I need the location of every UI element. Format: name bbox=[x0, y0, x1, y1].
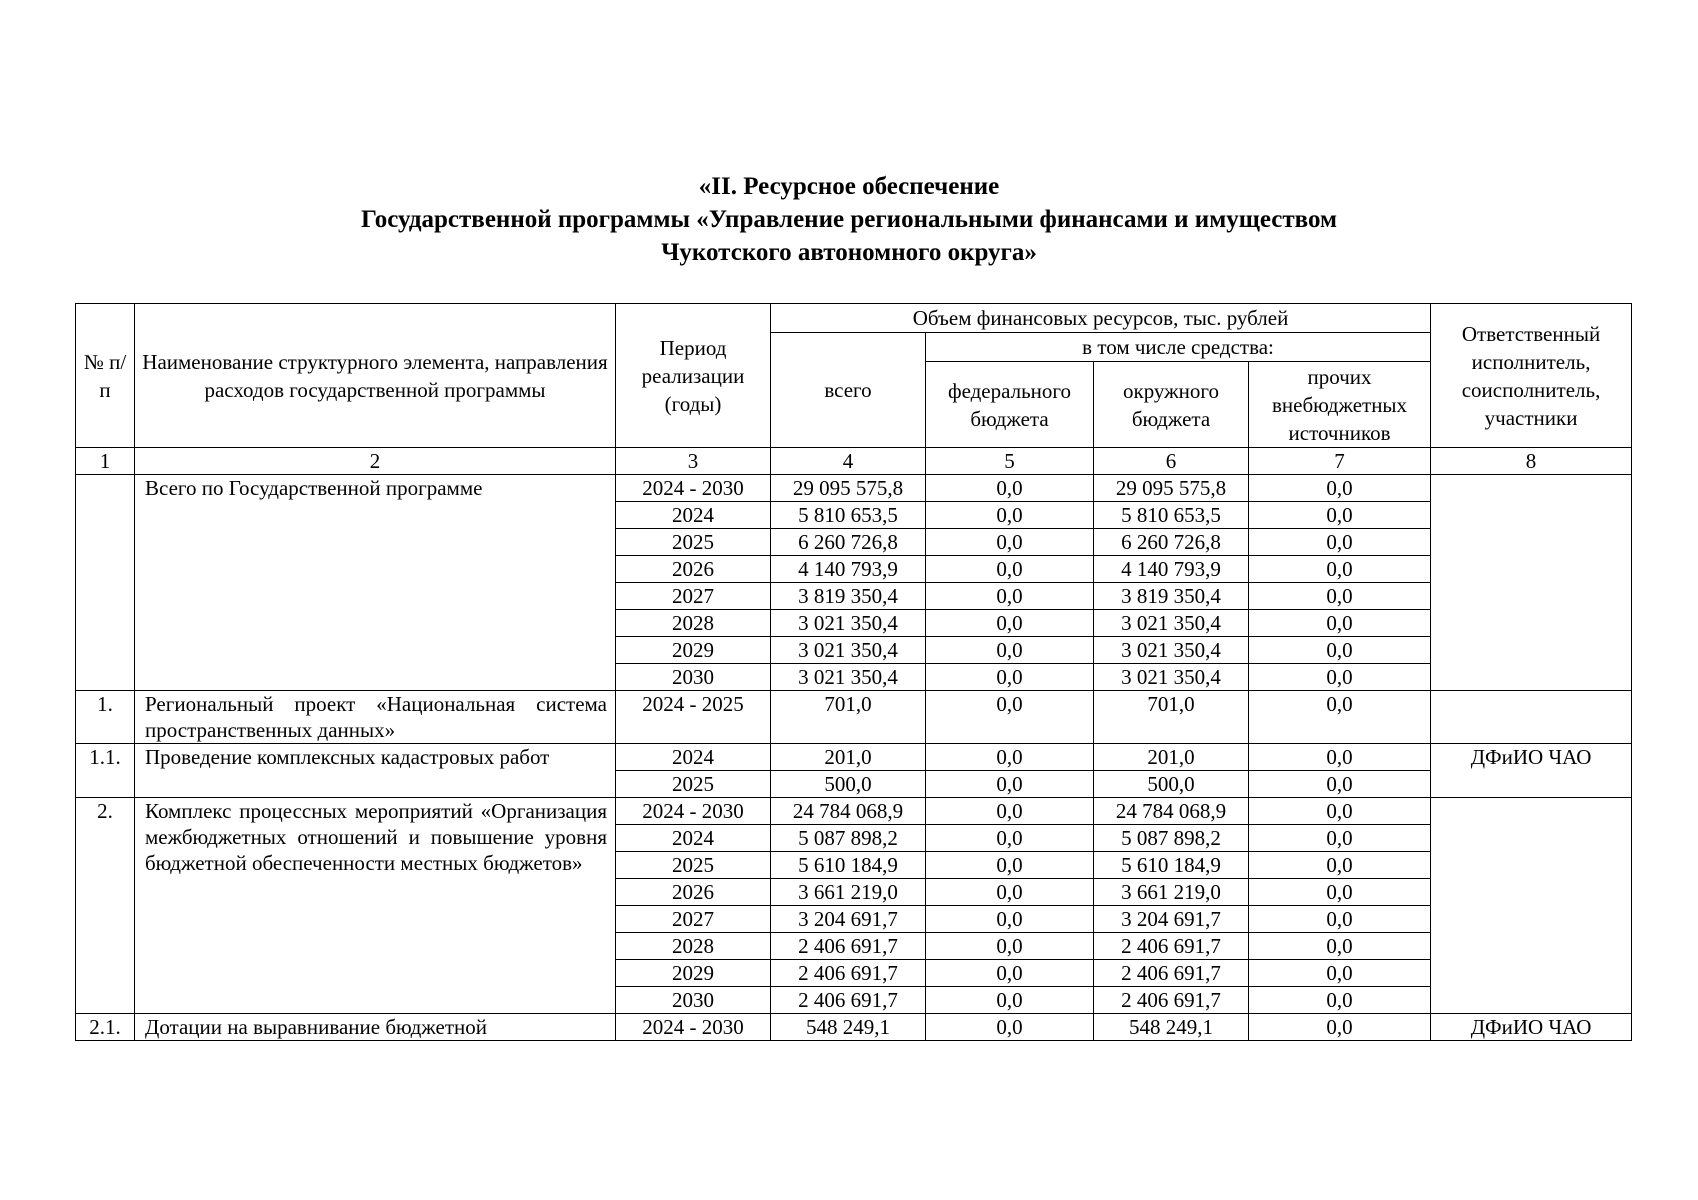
responsible-cell bbox=[1431, 475, 1632, 691]
period-cell: 2025 bbox=[616, 529, 771, 556]
other-cell: 0,0 bbox=[1249, 825, 1431, 852]
total-cell: 3 021 350,4 bbox=[771, 610, 926, 637]
district-cell: 24 784 068,9 bbox=[1094, 798, 1249, 825]
period-cell: 2024 bbox=[616, 744, 771, 771]
federal-cell: 0,0 bbox=[926, 475, 1094, 502]
total-cell: 29 095 575,8 bbox=[771, 475, 926, 502]
header-federal: федерального бюджета bbox=[926, 362, 1094, 448]
total-cell: 3 661 219,0 bbox=[771, 879, 926, 906]
row-number: 2. bbox=[76, 798, 135, 1014]
district-cell: 2 406 691,7 bbox=[1094, 933, 1249, 960]
column-index: 3 bbox=[616, 448, 771, 475]
period-cell: 2025 bbox=[616, 852, 771, 879]
header-total: всего bbox=[771, 333, 926, 448]
header-num: № п/п bbox=[76, 304, 135, 448]
title-line-2: Государственной программы «Управление региональными финансами и имуществом bbox=[360, 206, 1337, 233]
period-cell: 2027 bbox=[616, 583, 771, 610]
district-cell: 29 095 575,8 bbox=[1094, 475, 1249, 502]
header-other: прочих внебюджетных источников bbox=[1249, 362, 1431, 448]
row-name: Региональный проект «Национальная система пространственных данных» bbox=[135, 691, 616, 744]
period-cell: 2028 bbox=[616, 610, 771, 637]
other-cell: 0,0 bbox=[1249, 556, 1431, 583]
responsible-cell bbox=[1431, 691, 1632, 744]
federal-cell: 0,0 bbox=[926, 664, 1094, 691]
period-cell: 2029 bbox=[616, 960, 771, 987]
total-cell: 201,0 bbox=[771, 744, 926, 771]
period-cell: 2027 bbox=[616, 906, 771, 933]
total-cell: 3 204 691,7 bbox=[771, 906, 926, 933]
page-title bbox=[0, 170, 1698, 269]
other-cell: 0,0 bbox=[1249, 852, 1431, 879]
federal-cell: 0,0 bbox=[926, 1014, 1094, 1041]
other-cell: 0,0 bbox=[1249, 771, 1431, 798]
federal-cell: 0,0 bbox=[926, 637, 1094, 664]
federal-cell: 0,0 bbox=[926, 691, 1094, 744]
federal-cell: 0,0 bbox=[926, 529, 1094, 556]
row-number: 1. bbox=[76, 691, 135, 744]
other-cell: 0,0 bbox=[1249, 610, 1431, 637]
district-cell: 3 661 219,0 bbox=[1094, 879, 1249, 906]
resource-table bbox=[75, 303, 1632, 1041]
column-index: 4 bbox=[771, 448, 926, 475]
federal-cell: 0,0 bbox=[926, 825, 1094, 852]
row-number: 1.1. bbox=[76, 744, 135, 798]
other-cell: 0,0 bbox=[1249, 475, 1431, 502]
federal-cell: 0,0 bbox=[926, 933, 1094, 960]
district-cell: 5 087 898,2 bbox=[1094, 825, 1249, 852]
total-cell: 24 784 068,9 bbox=[771, 798, 926, 825]
district-cell: 3 819 350,4 bbox=[1094, 583, 1249, 610]
federal-cell: 0,0 bbox=[926, 502, 1094, 529]
table-row bbox=[76, 798, 1632, 825]
period-cell: 2024 bbox=[616, 825, 771, 852]
district-cell: 4 140 793,9 bbox=[1094, 556, 1249, 583]
header-period: Период реализации (годы) bbox=[616, 304, 771, 448]
total-cell: 6 260 726,8 bbox=[771, 529, 926, 556]
federal-cell: 0,0 bbox=[926, 879, 1094, 906]
header-district: окружного бюджета bbox=[1094, 362, 1249, 448]
federal-cell: 0,0 bbox=[926, 798, 1094, 825]
other-cell: 0,0 bbox=[1249, 933, 1431, 960]
other-cell: 0,0 bbox=[1249, 502, 1431, 529]
period-cell: 2030 bbox=[616, 664, 771, 691]
row-name: Дотации на выравнивание бюджетной bbox=[135, 1014, 616, 1041]
district-cell: 5 610 184,9 bbox=[1094, 852, 1249, 879]
federal-cell: 0,0 bbox=[926, 852, 1094, 879]
period-cell: 2024 - 2030 bbox=[616, 1014, 771, 1041]
other-cell: 0,0 bbox=[1249, 691, 1431, 744]
federal-cell: 0,0 bbox=[926, 771, 1094, 798]
district-cell: 2 406 691,7 bbox=[1094, 987, 1249, 1014]
total-cell: 3 021 350,4 bbox=[771, 637, 926, 664]
district-cell: 701,0 bbox=[1094, 691, 1249, 744]
title-line-3: Чукотского автономного округа» bbox=[661, 239, 1037, 266]
table-row bbox=[76, 691, 1632, 744]
federal-cell: 0,0 bbox=[926, 556, 1094, 583]
district-cell: 5 810 653,5 bbox=[1094, 502, 1249, 529]
table-row bbox=[76, 744, 1632, 771]
period-cell: 2029 bbox=[616, 637, 771, 664]
district-cell: 3 021 350,4 bbox=[1094, 610, 1249, 637]
total-cell: 2 406 691,7 bbox=[771, 960, 926, 987]
period-cell: 2024 - 2025 bbox=[616, 691, 771, 744]
responsible-cell: ДФиИО ЧАО bbox=[1431, 1014, 1632, 1041]
district-cell: 3 021 350,4 bbox=[1094, 637, 1249, 664]
row-name: Всего по Государственной программе bbox=[135, 475, 616, 691]
total-cell: 5 610 184,9 bbox=[771, 852, 926, 879]
header-including: в том числе средства: bbox=[926, 333, 1431, 362]
header-name: Наименование структурного элемента, направления расходов государственной программы bbox=[135, 304, 616, 448]
federal-cell: 0,0 bbox=[926, 906, 1094, 933]
column-index: 7 bbox=[1249, 448, 1431, 475]
other-cell: 0,0 bbox=[1249, 879, 1431, 906]
other-cell: 0,0 bbox=[1249, 529, 1431, 556]
period-cell: 2026 bbox=[616, 879, 771, 906]
district-cell: 2 406 691,7 bbox=[1094, 960, 1249, 987]
column-index: 5 bbox=[926, 448, 1094, 475]
column-index-row bbox=[76, 448, 1632, 475]
district-cell: 3 021 350,4 bbox=[1094, 664, 1249, 691]
column-index: 6 bbox=[1094, 448, 1249, 475]
header-responsible: Ответственный исполнитель, соисполнитель, участники bbox=[1431, 304, 1632, 448]
federal-cell: 0,0 bbox=[926, 583, 1094, 610]
total-cell: 5 810 653,5 bbox=[771, 502, 926, 529]
period-cell: 2024 - 2030 bbox=[616, 475, 771, 502]
period-cell: 2024 - 2030 bbox=[616, 798, 771, 825]
period-cell: 2025 bbox=[616, 771, 771, 798]
column-index: 8 bbox=[1431, 448, 1632, 475]
table-row bbox=[76, 475, 1632, 502]
other-cell: 0,0 bbox=[1249, 637, 1431, 664]
title-line-1: «II. Ресурсное обеспечение bbox=[698, 173, 1000, 200]
column-index: 2 bbox=[135, 448, 616, 475]
total-cell: 3 819 350,4 bbox=[771, 583, 926, 610]
column-index: 1 bbox=[76, 448, 135, 475]
total-cell: 2 406 691,7 bbox=[771, 987, 926, 1014]
district-cell: 201,0 bbox=[1094, 744, 1249, 771]
other-cell: 0,0 bbox=[1249, 906, 1431, 933]
total-cell: 701,0 bbox=[771, 691, 926, 744]
district-cell: 6 260 726,8 bbox=[1094, 529, 1249, 556]
other-cell: 0,0 bbox=[1249, 960, 1431, 987]
other-cell: 0,0 bbox=[1249, 744, 1431, 771]
district-cell: 3 204 691,7 bbox=[1094, 906, 1249, 933]
table-header bbox=[76, 304, 1632, 475]
total-cell: 3 021 350,4 bbox=[771, 664, 926, 691]
total-cell: 4 140 793,9 bbox=[771, 556, 926, 583]
table-body bbox=[76, 475, 1632, 1041]
other-cell: 0,0 bbox=[1249, 664, 1431, 691]
period-cell: 2030 bbox=[616, 987, 771, 1014]
row-name: Комплекс процессных мероприятий «Организация межбюджетных отношений и повышение уровня бюджетной обеспеченности местных бюджетов» bbox=[135, 798, 616, 1014]
row-number bbox=[76, 475, 135, 691]
other-cell: 0,0 bbox=[1249, 987, 1431, 1014]
federal-cell: 0,0 bbox=[926, 987, 1094, 1014]
period-cell: 2026 bbox=[616, 556, 771, 583]
federal-cell: 0,0 bbox=[926, 744, 1094, 771]
total-cell: 2 406 691,7 bbox=[771, 933, 926, 960]
responsible-cell bbox=[1431, 798, 1632, 1014]
row-name: Проведение комплексных кадастровых работ bbox=[135, 744, 616, 798]
responsible-cell: ДФиИО ЧАО bbox=[1431, 744, 1632, 798]
other-cell: 0,0 bbox=[1249, 1014, 1431, 1041]
district-cell: 500,0 bbox=[1094, 771, 1249, 798]
row-number: 2.1. bbox=[76, 1014, 135, 1041]
period-cell: 2024 bbox=[616, 502, 771, 529]
federal-cell: 0,0 bbox=[926, 960, 1094, 987]
other-cell: 0,0 bbox=[1249, 583, 1431, 610]
header-volume: Объем финансовых ресурсов, тыс. рублей bbox=[771, 304, 1431, 333]
total-cell: 5 087 898,2 bbox=[771, 825, 926, 852]
other-cell: 0,0 bbox=[1249, 798, 1431, 825]
total-cell: 500,0 bbox=[771, 771, 926, 798]
period-cell: 2028 bbox=[616, 933, 771, 960]
table-row bbox=[76, 1014, 1632, 1041]
district-cell: 548 249,1 bbox=[1094, 1014, 1249, 1041]
federal-cell: 0,0 bbox=[926, 610, 1094, 637]
total-cell: 548 249,1 bbox=[771, 1014, 926, 1041]
